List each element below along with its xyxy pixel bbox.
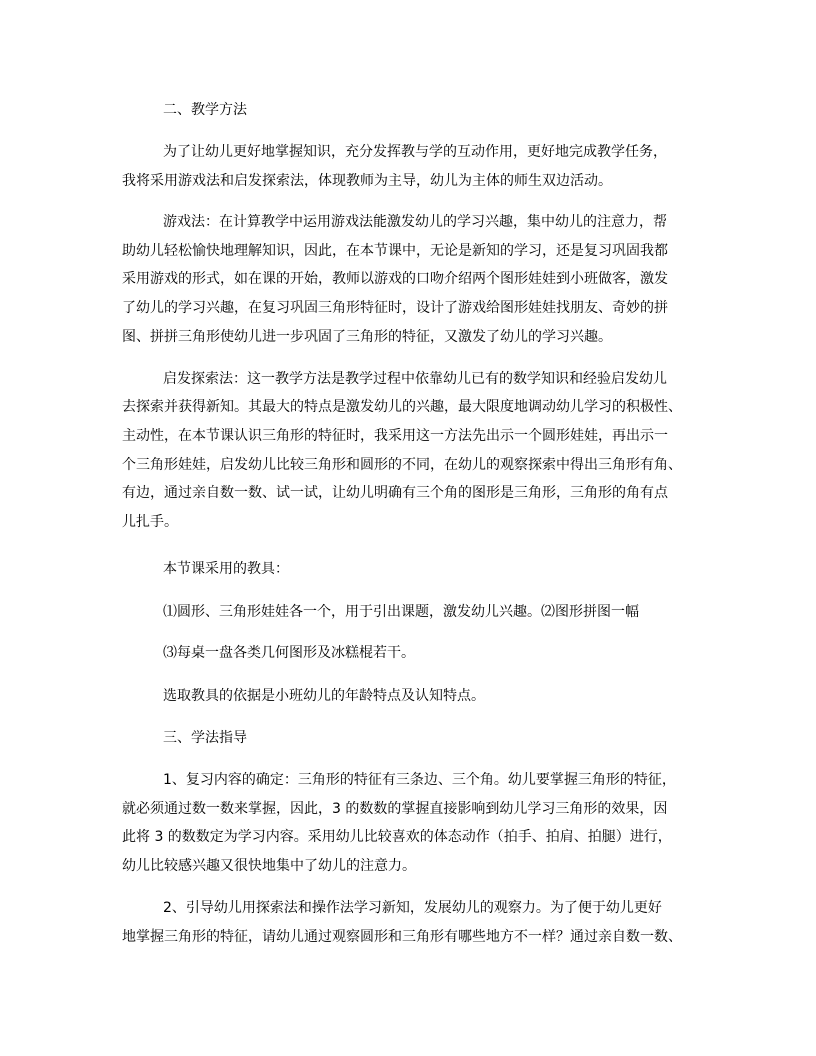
paragraph-line: 儿扎手。 bbox=[122, 514, 178, 530]
paragraph-aids-basis: 选取教具的依据是小班幼儿的年龄特点及认知特点。 bbox=[163, 688, 485, 704]
paragraph-line: 启发探索法：这一教学方法是教学过程中依靠幼儿已有的数学知识和经验启发幼儿 bbox=[163, 371, 667, 387]
paragraph-line: 有边，通过亲自数一数、试一试，让幼儿明确有三个角的图形是三角形，三角形的角有点 bbox=[122, 485, 668, 501]
paragraph-line: 幼儿比较感兴趣又很快地集中了幼儿的注意力。 bbox=[122, 858, 416, 874]
paragraph-line: 为了让幼儿更好地掌握知识，充分发挥教与学的互动作用，更好地完成教学任务， bbox=[163, 144, 667, 160]
paragraph-line: 此将 3 的数数定为学习内容。采用幼儿比较喜欢的体态动作（拍手、拍肩、拍腿）进行， bbox=[122, 829, 672, 845]
paragraph-teaching-aids-title: 本节课采用的教具： bbox=[163, 561, 289, 577]
paragraph-line: 图、拼拼三角形使幼儿进一步巩固了三角形的特征，又激发了幼儿的学习兴趣。 bbox=[122, 329, 612, 345]
paragraph-line: 个三角形娃娃，启发幼儿比较三角形和圆形的不同，在幼儿的观察探索中得出三角形有角、 bbox=[122, 457, 682, 473]
paragraph-line: 2、引导幼儿用探索法和操作法学习新知，发展幼儿的观察力。为了便于幼儿更好 bbox=[163, 900, 662, 916]
paragraph-line: 去探索并获得新知。其最大的特点是激发幼儿的兴趣，最大限度地调动幼儿学习的积极性、 bbox=[122, 399, 682, 415]
paragraph-line: 采用游戏的形式，如在课的开始，教师以游戏的口吻介绍两个图形娃娃到小班做客，激发 bbox=[122, 271, 668, 287]
paragraph-line: 了幼儿的学习兴趣，在复习巩固三角形特征时，设计了游戏给图形娃娃找朋友、奇妙的拼 bbox=[122, 300, 668, 316]
paragraph-line: 我将采用游戏法和启发探索法，体现教师为主导，幼儿为主体的师生双边活动。 bbox=[122, 173, 612, 189]
section-heading-teaching-method: 二、教学方法 bbox=[163, 102, 247, 118]
paragraph-line: 游戏法：在计算教学中运用游戏法能激发幼儿的学习兴趣，集中幼儿的注意力，帮 bbox=[163, 214, 667, 230]
paragraph-line: 主动性，在本节课认识三角形的特征时，我采用这一方法先出示一个圆形娃娃，再出示一 bbox=[122, 428, 668, 444]
paragraph-line: 就必须通过数一数来掌握，因此，3 的数数的掌握直接影响到幼儿学习三角形的效果，因 bbox=[122, 801, 668, 817]
paragraph-line: 地掌握三角形的特征，请幼儿通过观察圆形和三角形有哪些地方不一样？通过亲自数一数、 bbox=[122, 929, 682, 945]
paragraph-line: 助幼儿轻松愉快地理解知识，因此，在本节课中，无论是新知的学习，还是复习巩固我都 bbox=[122, 243, 668, 259]
paragraph-teaching-aids-1: ⑴圆形、三角形娃娃各一个，用于引出课题，激发幼儿兴趣。⑵图形拼图一幅 bbox=[163, 604, 639, 620]
paragraph-line: 1、复习内容的确定：三角形的特征有三条边、三个角。幼儿要掌握三角形的特征， bbox=[163, 772, 676, 788]
paragraph-teaching-aids-3: ⑶每桌一盘各类几何图形及冰糕棍若干。 bbox=[163, 645, 415, 661]
section-heading-learning-guidance: 三、学法指导 bbox=[163, 730, 247, 746]
